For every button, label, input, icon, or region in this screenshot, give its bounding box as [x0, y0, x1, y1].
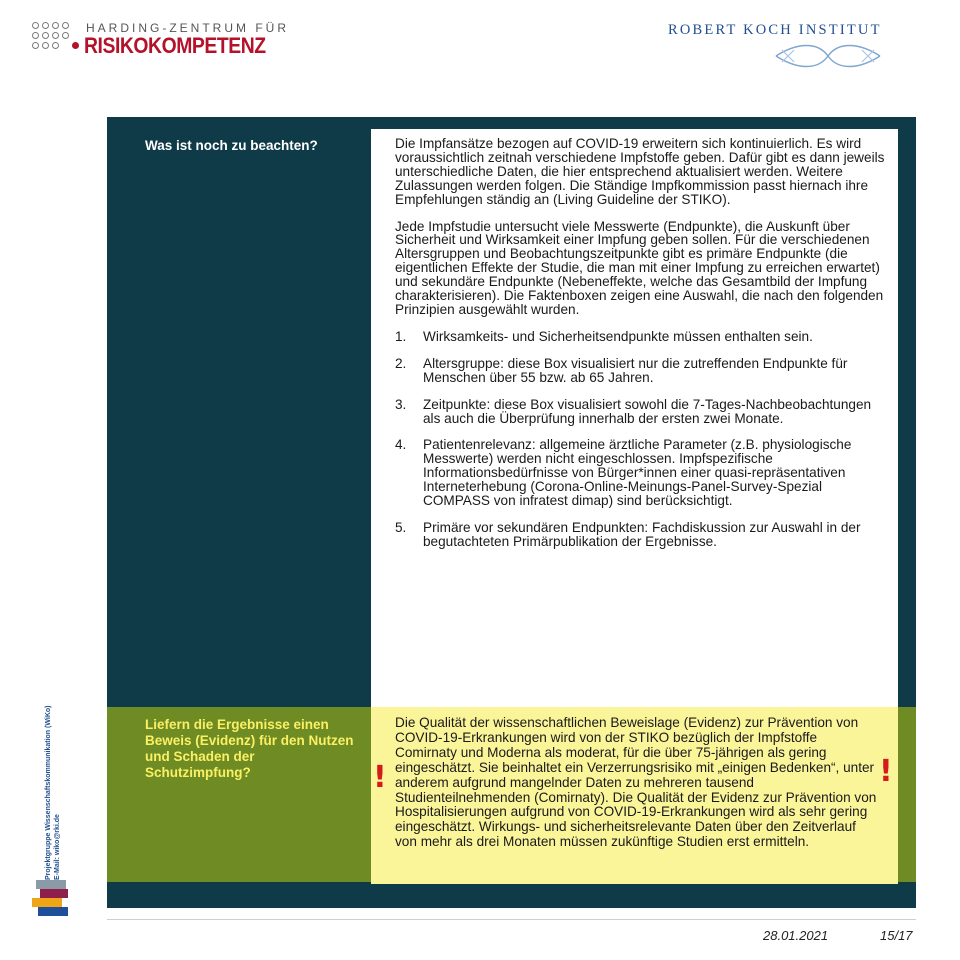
page-number: 15/17 — [880, 928, 913, 943]
exclamation-icon-right: ! — [879, 754, 893, 789]
list-number: 3. — [395, 396, 407, 412]
harding-zentrum-logo — [32, 20, 302, 56]
notes-paragraph-2: Jede Impfstudie untersucht viele Messwerte (Endpunkte), die Auskunft über Sicherheit und Wirksamkeit einer Impfung geben sollen. Für die verschiedenen Altersgruppen und Beobachtungszeitpunkte gibt es primäre Endpunkte (die eigentlichen Effekte der Studie, die man mit einer Impfung zu erreichen erwartet) und sekundäre Endpunkte (Nebeneffekte, welche das Gesamtbild der Impfung charakterisieren). Die Faktenboxen zeigen eine Auswahl, die nach den folgenden Prinzipien ausgewählt wurden. — [395, 218, 884, 317]
list-text: Altersgruppe: diese Box visualisiert nur die zutreffenden Endpunkte für Menschen über 55 bzw. ab 65 Jahren. — [423, 355, 848, 385]
list-item — [395, 438, 885, 508]
evidence-text: Die Qualität der wissenschaftlichen Beweislage (Evidenz) zur Prävention von COVID-19-Erkrankungen wird von der STIKO bezüglich der Impfstoffe Comirnaty und Moderna als moderat, für die über 75-jährigen als gering eingeschätzt. Sie beinhaltet ein Verzerrungsrisiko mit „einigen Bedenken“, unter anderem aufgrund mangelnder Daten zu mehreren tausend Studienteilnehmenden (Comirnaty). Die Qualität der Evidenz zur Prävention von Hospitalisierungen aufgrund von COVID-19-Erkrankungen wird als sehr gering eingeschätzt. Wirkungs- und sicherheitsrelevante Daten über den Zeitverlauf von mehr als drei Monaten müssen zukünftige Studien erst ermitteln. — [395, 715, 877, 850]
side-credit — [44, 705, 62, 880]
list-text: Zeitpunkte: diese Box visualisiert sowohl die 7-Tages-Nachbeobachtungen als auch die Überprüfung innerhalb der ersten zwei Monate. — [423, 396, 872, 426]
list-item — [395, 521, 885, 549]
logo-title-bottom: RISIKOKOMPETENZ — [84, 33, 266, 58]
list-item — [395, 357, 885, 385]
rki-wave-logo-icon — [768, 40, 888, 72]
stack-logo-bar-blue — [38, 907, 68, 916]
list-number: 4. — [395, 437, 407, 453]
list-item — [395, 398, 885, 426]
footer-divider — [107, 919, 916, 920]
list-text: Primäre vor sekundären Endpunkten: Fachdiskussion zur Auswahl in der begutachteten Primärpublikation der Ergebnisse. — [423, 519, 861, 549]
list-number: 5. — [395, 519, 407, 535]
logo-title-top: HARDING-ZENTRUM FÜR — [86, 21, 289, 35]
notes-content — [395, 137, 885, 562]
section-heading-notes: Was ist noch zu beachten? — [145, 138, 318, 153]
fact-panel — [107, 117, 916, 908]
list-text: Wirksamkeits- und Sicherheitsendpunkte müssen enthalten sein. — [423, 328, 813, 344]
footer-date: 28.01.2021 — [763, 928, 829, 943]
list-number: 1. — [395, 328, 407, 344]
dot-grid-logo-icon — [32, 22, 80, 54]
side-credit-group: Projektgruppe Wissenschaftskommunikation (WiKo) — [45, 705, 52, 880]
list-text: Patientenrelevanz: allgemeine ärztliche Parameter (z.B. physiologische Messwerte) werden nicht eingeschlossen. Impfspezifische Informationsbedürfnisse von Bürger*innen einer quasi-repräsentativen Interneterhebung (Corona-Online-Meinungs-Panel-Survey-Spezial COMPASS von infratest dimap) sind berücksichtigt. — [423, 437, 852, 509]
list-item — [395, 330, 885, 344]
rki-logo — [668, 22, 918, 72]
notes-paragraph-1: Die Impfansätze bezogen auf COVID-19 erweitern sich kontinuierlich. Es wird voraussichtlich zeitnah verschiedene Impfstoffe geben. Dafür gibt es dann jeweils unterschiedliche Daten, die hier entsprechend aktualisiert werden. Weitere Zulassungen werden folgen. Die Ständige Impfkommission passt hiernach ihre Empfehlungen ständig an (Living Guideline der STIKO). — [395, 136, 885, 207]
list-number: 2. — [395, 355, 407, 371]
principles-list — [395, 330, 885, 549]
section-heading-evidence: Liefern die Ergebnisse einen Beweis (Evidenz) für den Nutzen und Schaden der Schutzimpfung? — [145, 717, 354, 780]
side-credit-email: E-Mail: wiko@rki.de — [54, 814, 61, 880]
stack-logo-bar-yellow — [32, 898, 62, 907]
rki-name: ROBERT KOCH INSTITUT — [668, 22, 882, 38]
exclamation-icon-left: ! — [373, 760, 387, 795]
stack-logo-bar-red — [40, 889, 68, 898]
stack-logo-bar-grey — [36, 880, 66, 889]
